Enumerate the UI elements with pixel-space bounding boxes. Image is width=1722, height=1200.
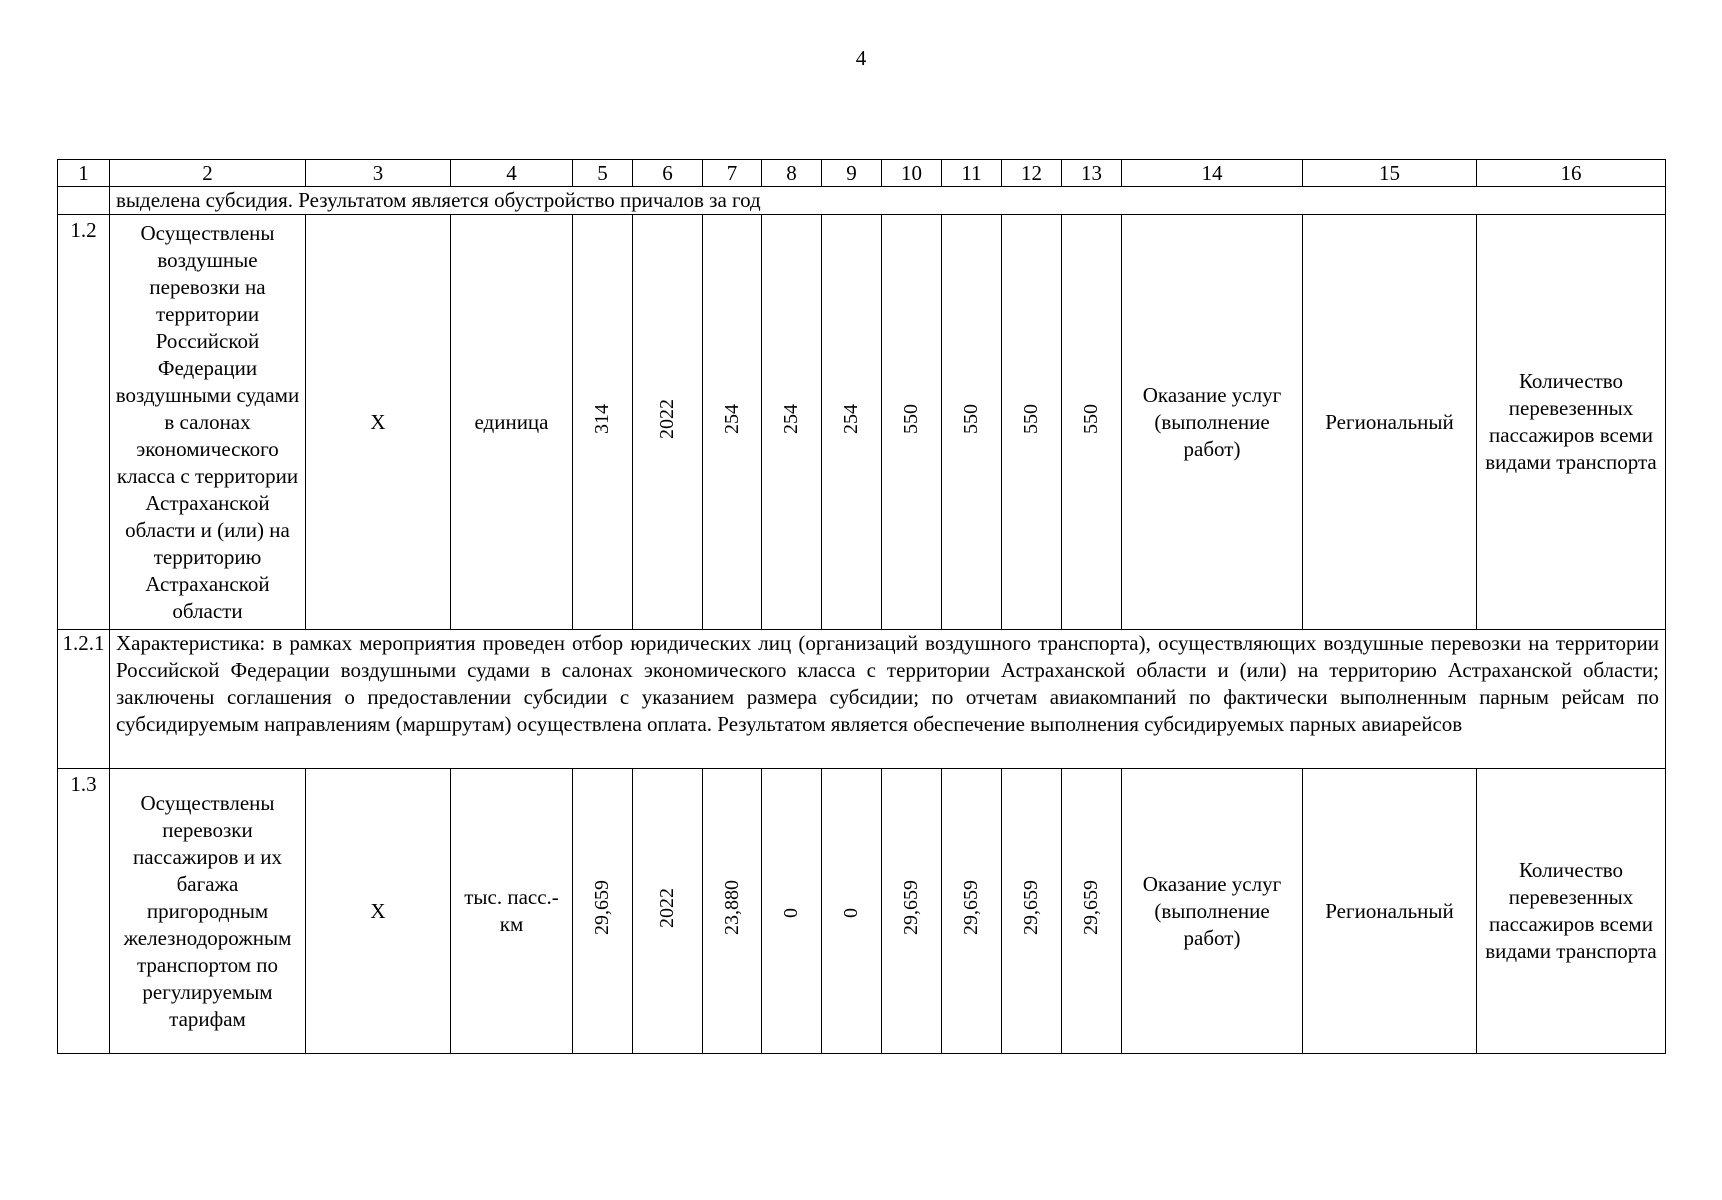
cell-c5: 29,659	[591, 880, 613, 935]
continuation-text: выделена субсидия. Результатом является обустройство причалов за год	[110, 187, 1666, 215]
cell-type: Оказание услуг (выполнение работ)	[1122, 215, 1303, 630]
cell-c12: 550	[1020, 403, 1042, 434]
cell-c9: 0	[840, 907, 862, 918]
cell-level: Региональный	[1303, 769, 1477, 1054]
cell-indicator: Количество перевезенных пассажиров всеми видами транспорта	[1477, 215, 1666, 630]
table-row	[58, 215, 1666, 630]
result-name: Осуществлены воздушные перевозки на территории Российской Федерации воздушными судами в салонах экономического класса с территории Астраханской области и (или) на территорию Астраханской области	[110, 215, 306, 630]
result-name: Осуществлены перевозки пассажиров и их багажа пригородным железнодорожным транспортом по регулируемым тарифам	[110, 769, 306, 1054]
col-header-4: 4	[451, 160, 573, 187]
continuation-row	[58, 187, 1666, 215]
col-header-7: 7	[703, 160, 762, 187]
cell-c8: 254	[780, 403, 802, 434]
cell-c11: 550	[960, 403, 982, 434]
col-header-3: 3	[306, 160, 451, 187]
column-number-row	[58, 160, 1666, 187]
col-header-9: 9	[822, 160, 882, 187]
cell-unit: тыс. пасс.-км	[451, 769, 573, 1054]
characteristic-text: Характеристика: в рамках мероприятия проведен отбор юридических лиц (организаций воздушного транспорта), осуществляющих воздушные перевозки на территории Российской Федерации воздушными судами в салонах экономического класса с территории Астраханской области и (или) на территорию Астраханской области; заключены соглашения о предоставлении субсидии с указанием размера субсидии; по отчетам авиакомпаний по фактически выполненным парным рейсам по субсидируемым направлениям (маршрутам) осуществлена оплата. Результатом является обеспечение выполнения субсидируемых парных авиарейсов	[110, 630, 1666, 769]
cell-c10: 550	[900, 403, 922, 434]
cell-level: Региональный	[1303, 215, 1477, 630]
col-header-10: 10	[882, 160, 942, 187]
indicators-table	[57, 159, 1666, 1054]
col-header-12: 12	[1002, 160, 1062, 187]
cell-c10: 29,659	[900, 880, 922, 935]
cell-indicator: Количество перевезенных пассажиров всеми видами транспорта	[1477, 769, 1666, 1054]
cell-c9: 254	[840, 403, 862, 434]
col-header-15: 15	[1303, 160, 1477, 187]
cell-type: Оказание услуг (выполнение работ)	[1122, 769, 1303, 1054]
cell-c7: 254	[720, 403, 743, 434]
cell-c13: 29,659	[1080, 880, 1102, 935]
col-header-1: 1	[58, 160, 110, 187]
col-header-5: 5	[573, 160, 633, 187]
col-header-14: 14	[1122, 160, 1303, 187]
cell-unit: единица	[451, 215, 573, 630]
table-row	[58, 769, 1666, 1054]
cell-c11: 29,659	[960, 880, 982, 935]
table-row	[58, 630, 1666, 769]
cell-c12: 29,659	[1020, 880, 1042, 935]
cell-c7: 23,880	[720, 880, 743, 935]
cell-c13: 550	[1080, 403, 1102, 434]
page-number: 4	[855, 46, 867, 70]
row-number: 1.2.1	[58, 630, 110, 769]
col-header-16: 16	[1477, 160, 1666, 187]
cell-c5: 314	[591, 403, 613, 434]
cell-c6: 2022	[656, 398, 678, 439]
col-header-13: 13	[1062, 160, 1122, 187]
col-header-8: 8	[762, 160, 822, 187]
col-header-6: 6	[633, 160, 703, 187]
cell-mark: Х	[306, 769, 451, 1054]
cell-c8: 0	[780, 907, 802, 918]
col-header-11: 11	[942, 160, 1002, 187]
cell-c6: 2022	[656, 887, 678, 928]
col-header-2: 2	[110, 160, 306, 187]
cell-mark: Х	[306, 215, 451, 630]
row-number: 1.2	[58, 215, 110, 630]
row-number: 1.3	[58, 769, 110, 1054]
